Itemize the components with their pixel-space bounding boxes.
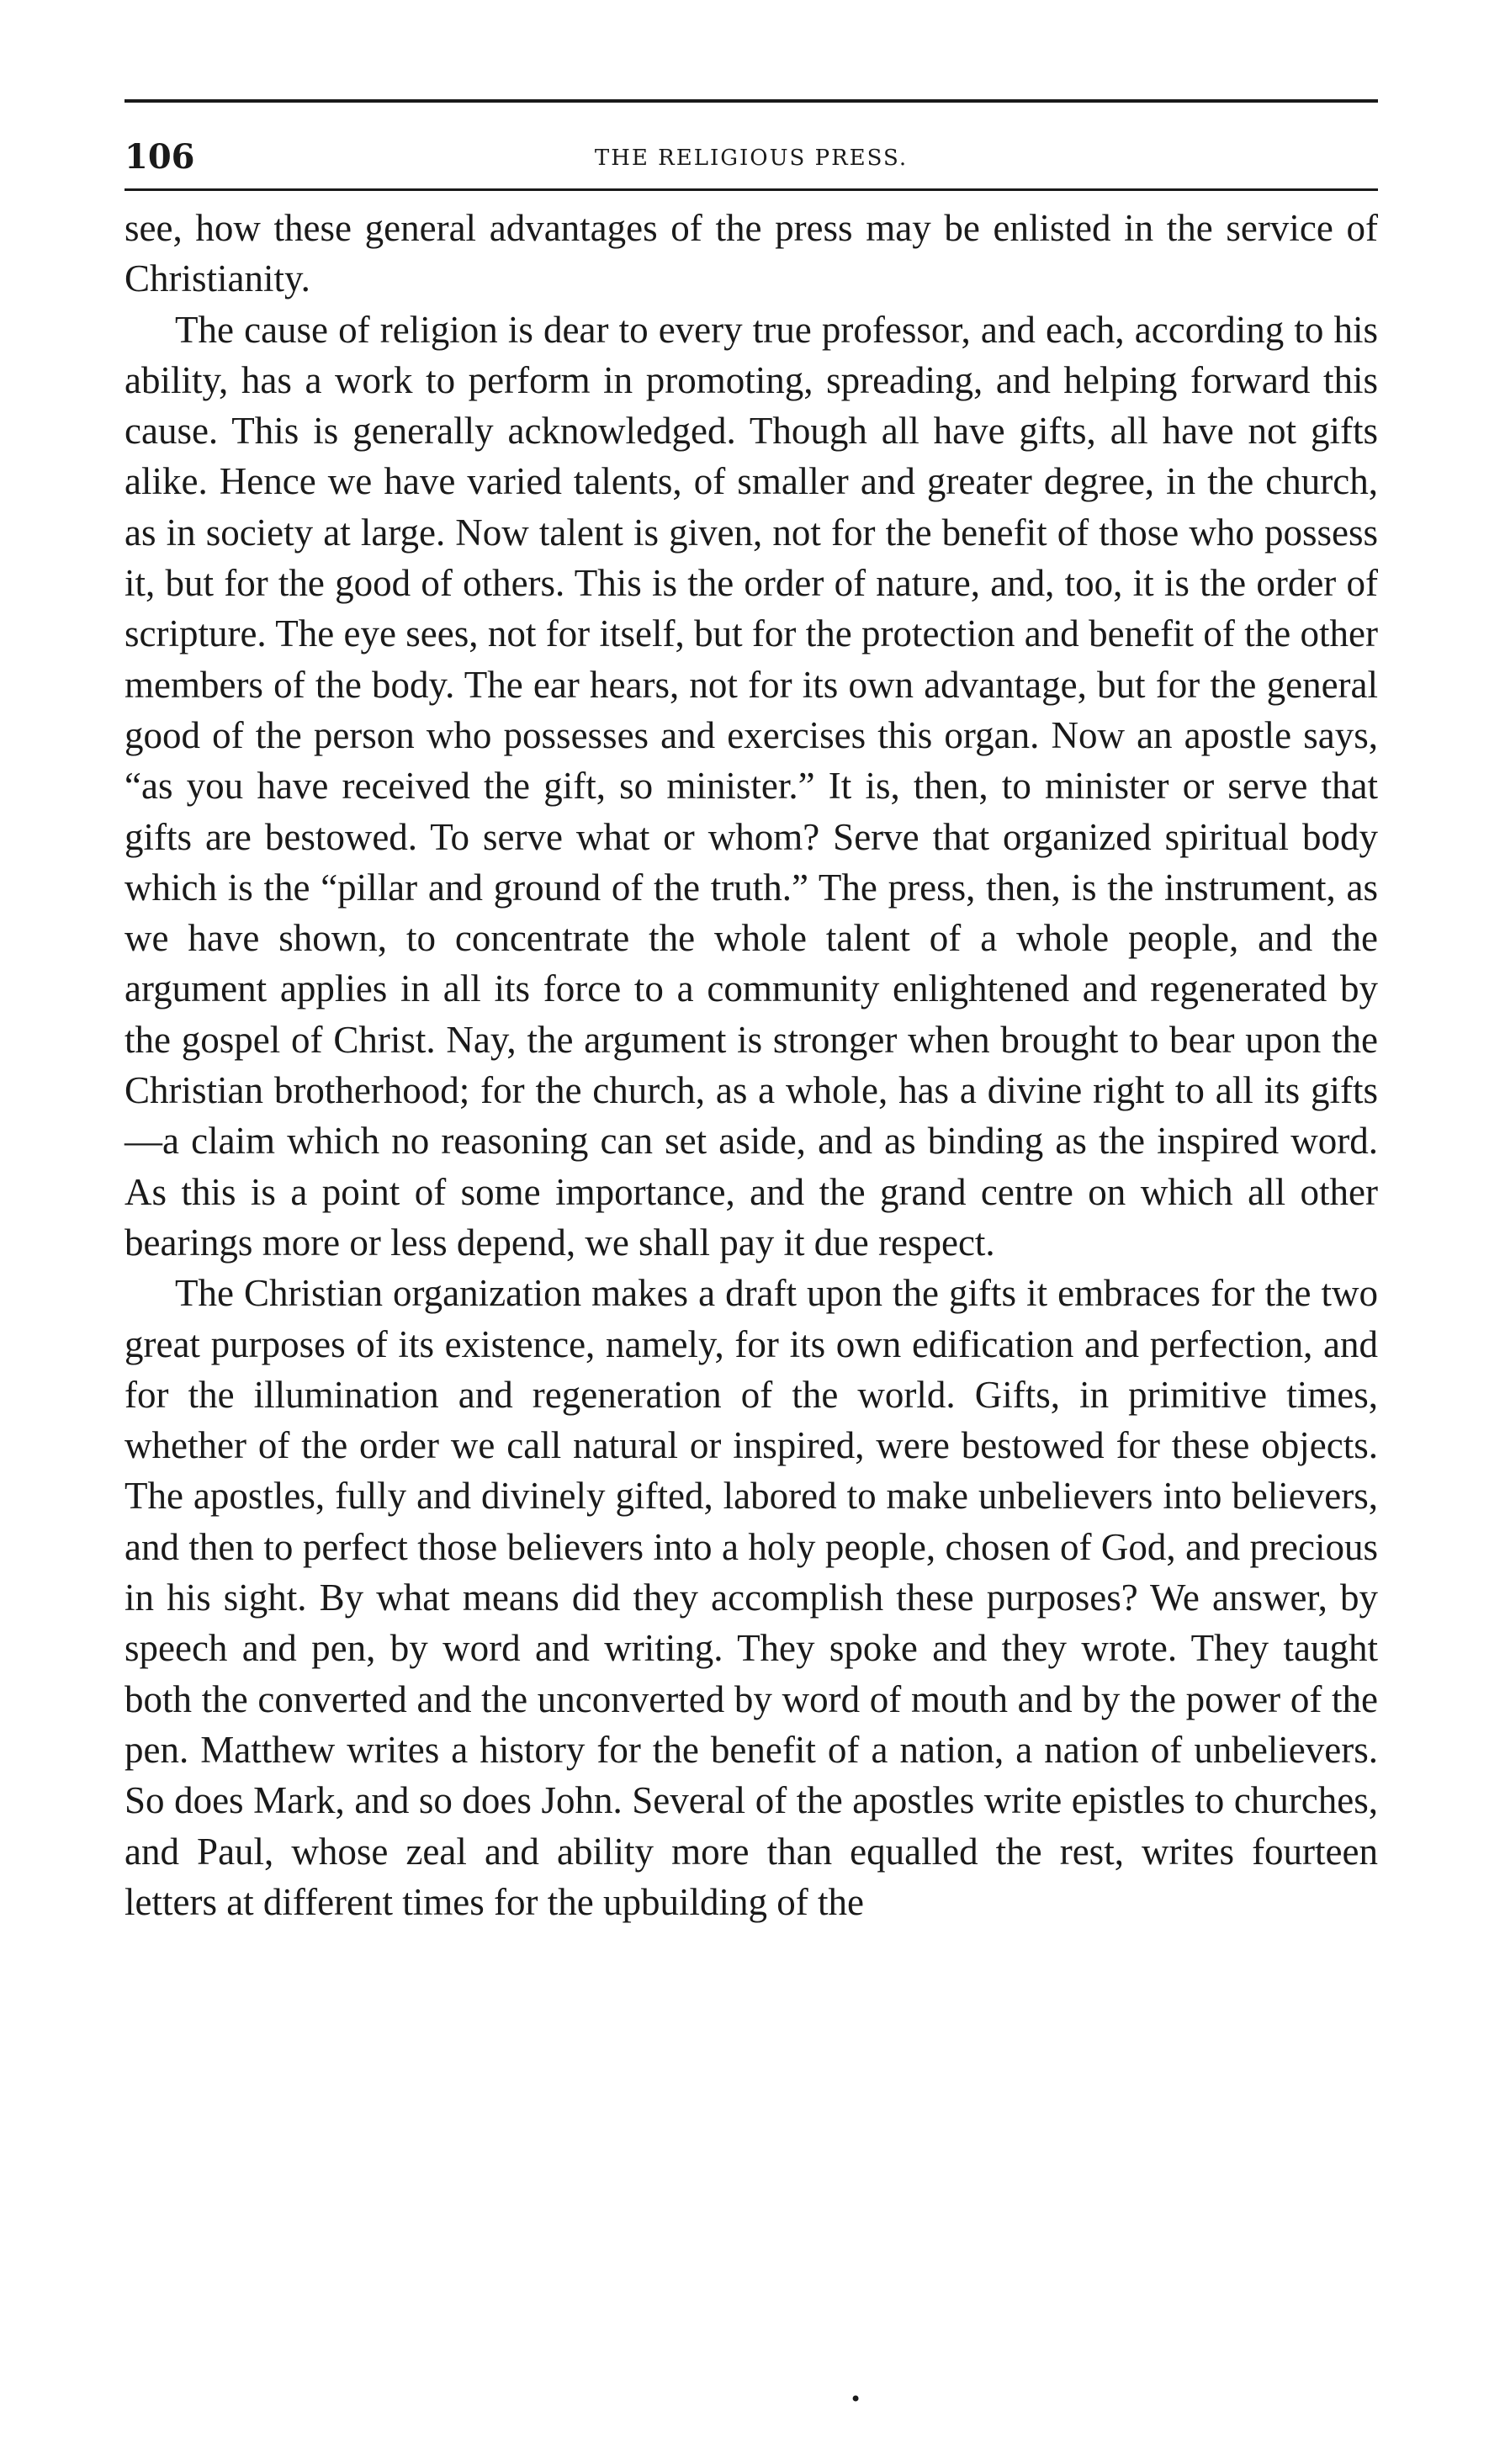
body-text <box>125 203 1378 1927</box>
paragraph: The Christian organization makes a draft upon the gifts it embraces for the two great purposes of its existence, namely, for its own edification and perfection, and for the illumination and regeneration of the world. Gifts, in primitive times, whether of the order we call natural or inspired, were bestowed for these objects. The apostles, fully and divinely gifted, labored to make unbelievers into believers, and then to perfect those believers into a holy people, chosen of God, and precious in his sight. By what means did they accomplish these purposes? We answer, by speech and pen, by word and writing. They spoke and they wrote. They taught both the converted and the unconverted by word of mouth and by the power of the pen. Matthew writes a history for the benefit of a nation, a nation of unbelievers. So does Mark, and so does John. Several of the apostles write epistles to churches, and Paul, whose zeal and ability more than equalled the rest, writes fourteen letters at different times for the upbuilding of the <box>125 1272 1378 1923</box>
paragraph: The cause of religion is dear to every true professor, and each, according to his ability, has a work to perform in promoting, spreading, and helping forward this cause. This is generally acknowledged. Though all have gifts, all have not gifts alike. Hence we have varied talents, of smaller and greater degree, in the church, as in society at large. Now talent is given, not for the benefit of those who possess it, but for the good of others. This is the order of nature, and, too, it is the order of scripture. The eye sees, not for itself, but for the protection and benefit of the other members of the body. The ear hears, not for its own advantage, but for the general good of the person who possesses and exercises this organ. Now an apostle says, “as you have received the gift, so minister.” It is, then, to minister or serve that gifts are bestowed. To serve what or whom? Serve that organized spiritual body which is the “pillar and ground of the truth.” The press, then, is the instrument, as we have shown, to concentrate the whole talent of a whole people, and the argument applies in all its force to a community enlightened and regenerated by the gospel of Christ. Nay, the argument is stronger when brought to bear upon the Christian brotherhood; for the church, as a whole, has a divine right to all its gifts—a claim which no reasoning can set aside, and as binding as the inspired word. As this is a point of some importance, and the grand centre on which all other bearings more or less depend, we shall pay it due respect. <box>125 308 1378 1264</box>
header-bottom-rule <box>125 188 1378 191</box>
header-top-rule <box>125 99 1378 103</box>
page-number: 106 <box>125 137 195 177</box>
paragraph-continuation: see, how these general advantages of the press may be enlisted in the service of Christianity. <box>125 207 1378 300</box>
page-header <box>125 136 1378 178</box>
book-page <box>125 99 1378 1927</box>
footer-dot-mark: • <box>850 2387 862 2411</box>
running-head: THE RELIGIOUS PRESS. <box>594 146 909 171</box>
